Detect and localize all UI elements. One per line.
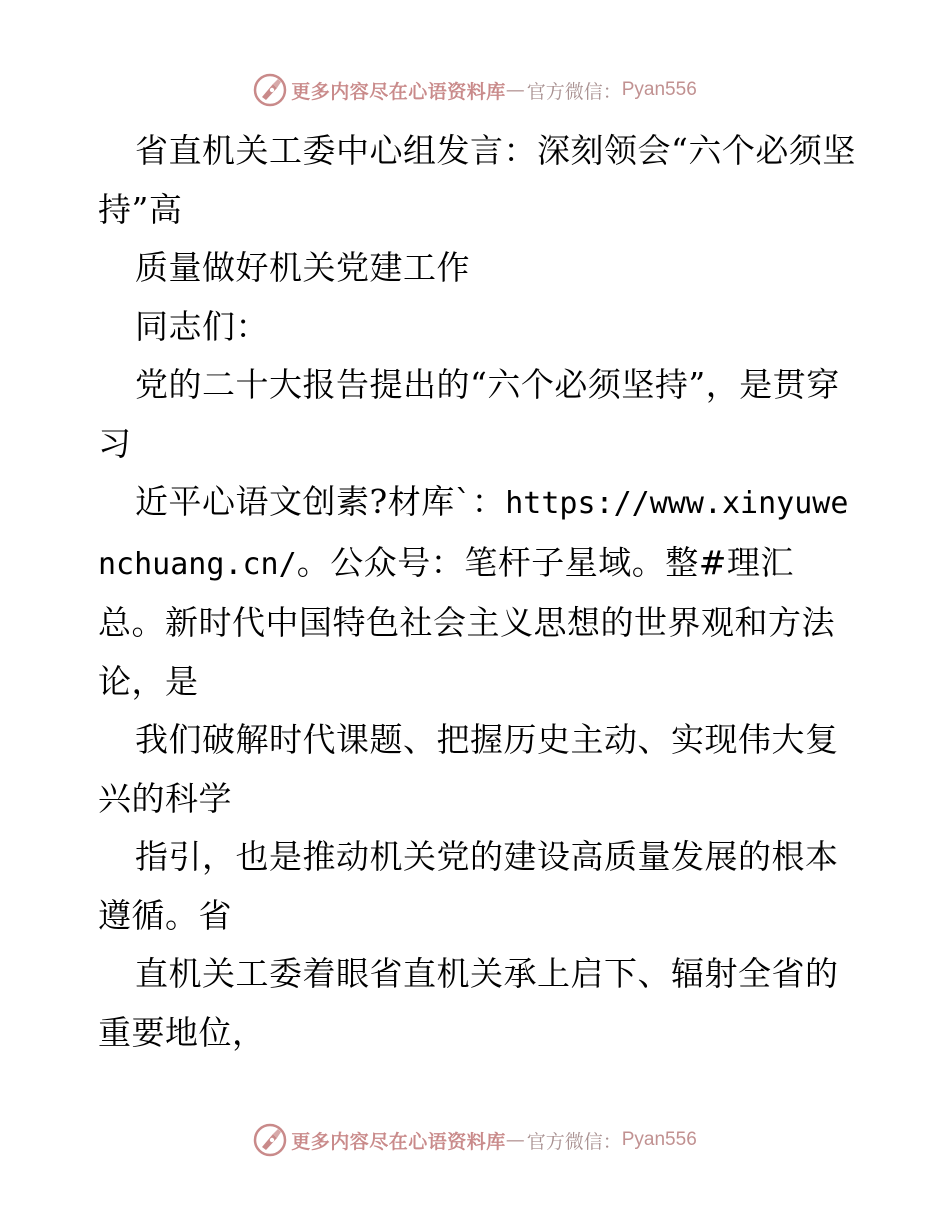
document-body [98, 122, 858, 1062]
body-paragraph-3: 我们破解时代课题、把握历史主动、实现伟大复兴的科学 [98, 720, 839, 818]
watermark-handle: Pyan556 [621, 79, 697, 100]
title-line-2: 质量做好机关党建工作 [135, 248, 470, 287]
salutation: 同志们： [135, 306, 269, 346]
watermark-site-text: 更多内容尽在心语资料库 [291, 1130, 506, 1153]
document-title [98, 122, 858, 239]
body-paragraph-5: 直机关工委着眼省直机关承上启下、辐射全省的重要地位， [98, 954, 839, 1052]
body-paragraph-2: 近平心语文创素?材库`：https://www.xinyuwenchuang.cn/。公众号：笔杆子星域。整#理汇总。新时代中国特色社会主义思想的世界观和方法论，是 [98, 482, 849, 701]
body-paragraph-1: 党的二十大报告提出的“六个必须坚持”，是贯穿习 [98, 365, 840, 463]
url-text-a: https:// [505, 486, 650, 521]
url-text-b: www.xinyuwenchuang.cn/ [98, 486, 849, 582]
body-paragraph-4: 指引，也是推动机关党的建设高质量发展的根本遵循。省 [98, 837, 839, 935]
pen-nib-logo-icon [253, 73, 287, 107]
watermark-official-label: 官方微信： [526, 1130, 622, 1153]
title-line-1: 省直机关工委中心组发言：深刻领会“六个必须坚持”高 [98, 131, 856, 229]
watermark-site-text: 更多内容尽在心语资料库 [291, 80, 506, 103]
watermark-handle: Pyan556 [621, 1129, 697, 1150]
watermark-official-label: 官方微信： [526, 80, 622, 103]
pen-nib-logo-icon [253, 1123, 287, 1157]
footer-watermark [0, 1120, 950, 1160]
watermark-separator: — [505, 79, 525, 101]
document-title-continued [98, 239, 858, 298]
watermark-separator: — [505, 1129, 525, 1151]
header-watermark [0, 70, 950, 110]
